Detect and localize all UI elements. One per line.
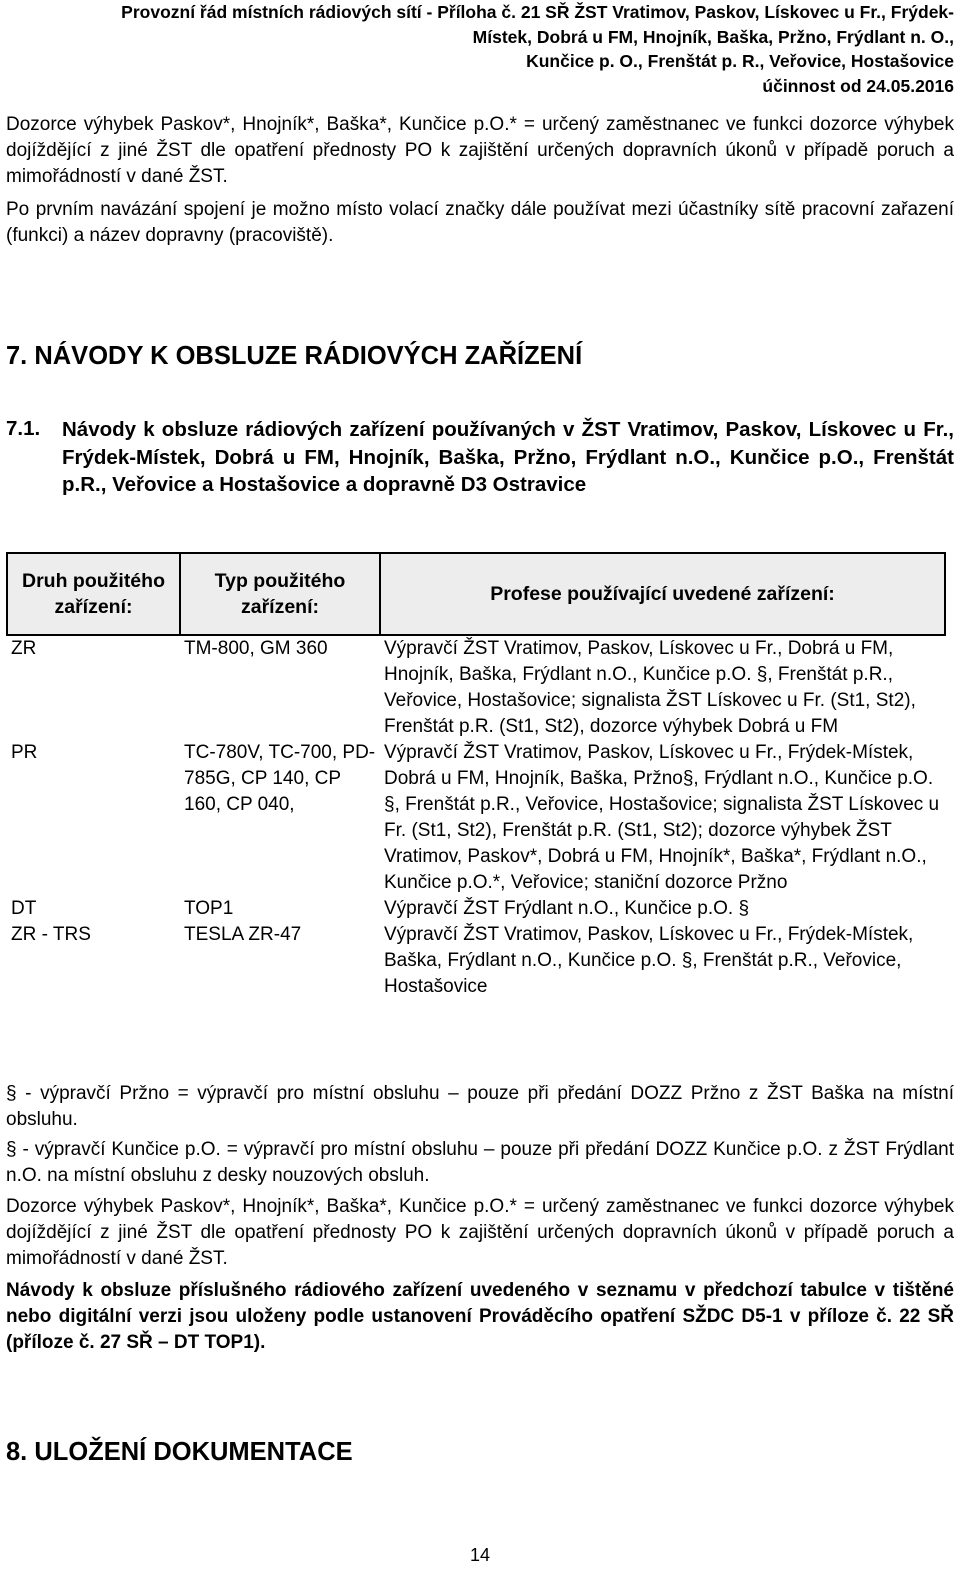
device-profession-cell: Výpravčí ŽST Frýdlant n.O., Kunčice p.O. § xyxy=(384,898,750,919)
table-header-type: Typ použitého zařízení: xyxy=(180,553,380,635)
intro-paragraph-call-sign: Po prvním navázání spojení je možno místo volací značky dále používat mezi účastníky sítě pracovní zařazení (funkci) a název dopravny (pracoviště). xyxy=(6,199,954,246)
device-kind-cell: ZR - TRS xyxy=(11,924,91,945)
device-type-cell: TC-780V, TC-700, PD-785G, CP 140, CP 160, CP 040, xyxy=(184,742,376,815)
radio-devices-table xyxy=(6,552,946,1000)
page-number: 14 xyxy=(469,1545,491,1565)
table-header-profession: Profese používající uvedené zařízení: xyxy=(380,553,945,635)
table-row xyxy=(7,922,945,1000)
subsection-7-1-number: 7.1. xyxy=(6,417,41,440)
table-row xyxy=(7,635,945,740)
device-kind-cell: ZR xyxy=(7,635,180,740)
note-kuncice: § - výpravčí Kunčice p.O. = výpravčí pro místní obsluhu – pouze při předání DOZZ Kunčice p.O. z ŽST Frýdlant n.O. na místní obsluhu z desky nouzových obsluh. xyxy=(6,1139,954,1186)
header-line-1: Provozní řád místních rádiových sítí - Příloha č. 21 SŘ ŽST Vratimov, Paskov, Lískovec u Fr., Frýdek- xyxy=(121,2,954,22)
table-row xyxy=(7,896,945,922)
device-profession-cell: Výpravčí ŽST Vratimov, Paskov, Lískovec u Fr., Frýdek-Místek, Dobrá u FM, Hnojník, Baška, Pržno§, Frýdlant n.O., Kunčice p.O. §, Frenštát p.R., Veřovice, Hostašovice; signalista ŽST Lískovec u Fr. (St1, St2), Frenštát p.R. (St1, St2); dozorce výhybek ŽST Vratimov, Paskov*, Dobrá u FM, Hnojník*, Baška*, Frýdlant n.O., Kunčice p.O.*, Veřovice; staniční dozorce Pržno xyxy=(384,742,940,893)
page-header xyxy=(4,0,954,98)
device-profession-cell: Výpravčí ŽST Vratimov, Paskov, Lískovec u Fr., Dobrá u FM, Hnojník, Baška, Frýdlant n.O., Kunčice p.O. §, Frenštát p.R., Veřovice, Hostašovice; signalista ŽST Lískovec u Fr. (St1, St2), Frenštát p.R. (St1, St2), dozorce výhybek Dobrá u FM xyxy=(380,635,945,740)
section-7-heading: 7. NÁVODY K OBSLUZE RÁDIOVÝCH ZAŘÍZENÍ xyxy=(6,342,583,370)
subsection-7-1-heading: Návody k obsluze rádiových zařízení používaných v ŽST Vratimov, Paskov, Lískovec u Fr., Frýdek-Místek, Dobrá u FM, Hnojník, Baška, Pržno, Frýdlant n.O., Kunčice p.O., Frenštát p.R., Veřovice a Hostašovice a dopravně D3 Ostravice xyxy=(62,418,954,496)
device-type-cell: TESLA ZR-47 xyxy=(184,924,302,945)
device-profession-cell: Výpravčí ŽST Vratimov, Paskov, Lískovec u Fr., Frýdek-Místek, Baška, Frýdlant n.O., Kunčice p.O. §, Frenštát p.R., Veřovice, Hostašovice xyxy=(384,924,914,997)
note-switchman: Dozorce výhybek Paskov*, Hnojník*, Baška*, Kunčice p.O.* = určený zaměstnanec ve funkci dozorce výhybek dojíždějící z jiné ŽST dle opatření přednosty PO k zajištění určených dopravních úkonů v případě poruch a mimořádností v dané ŽST. xyxy=(6,1196,954,1269)
table-header-kind: Druh použitého zařízení: xyxy=(7,553,180,635)
header-effective-date: účinnost od 24.05.2016 xyxy=(762,75,954,96)
device-type-cell: TOP1 xyxy=(184,898,234,919)
header-line-3: Kunčice p. O., Frenštát p. R., Veřovice, Hostašovice xyxy=(526,51,954,71)
note-manuals-storage: Návody k obsluze příslušného rádiového zařízení uvedeného v seznamu v předchozí tabulce v tištěné nebo digitální verzi jsou uloženy podle ustanovení Prováděcího opatření SŽDC D5-1 v příloze č. 22 SŘ (příloze č. 27 SŘ – DT TOP1). xyxy=(6,1280,954,1353)
device-type-cell: TM-800, GM 360 xyxy=(180,635,380,740)
device-kind-cell: PR xyxy=(11,742,38,763)
table-header-row xyxy=(7,553,945,635)
table-row xyxy=(7,740,945,896)
header-line-2: Místek, Dobrá u FM, Hnojník, Baška, Pržno, Frýdlant n. O., xyxy=(472,26,954,47)
note-przno: § - výpravčí Pržno = výpravčí pro místní obsluhu – pouze při předání DOZZ Pržno z ŽST Baška na místní obsluhu. xyxy=(6,1083,954,1130)
intro-paragraph-switchman: Dozorce výhybek Paskov*, Hnojník*, Baška*, Kunčice p.O.* = určený zaměstnanec ve funkci dozorce výhybek dojíždějící z jiné ŽST dle opatření přednosty PO k zajištění určených dopravních úkonů v případě poruch a mimořádností v dané ŽST. xyxy=(6,114,954,187)
section-8-heading: 8. ULOŽENÍ DOKUMENTACE xyxy=(6,1438,353,1466)
device-kind-cell: DT xyxy=(11,898,37,919)
